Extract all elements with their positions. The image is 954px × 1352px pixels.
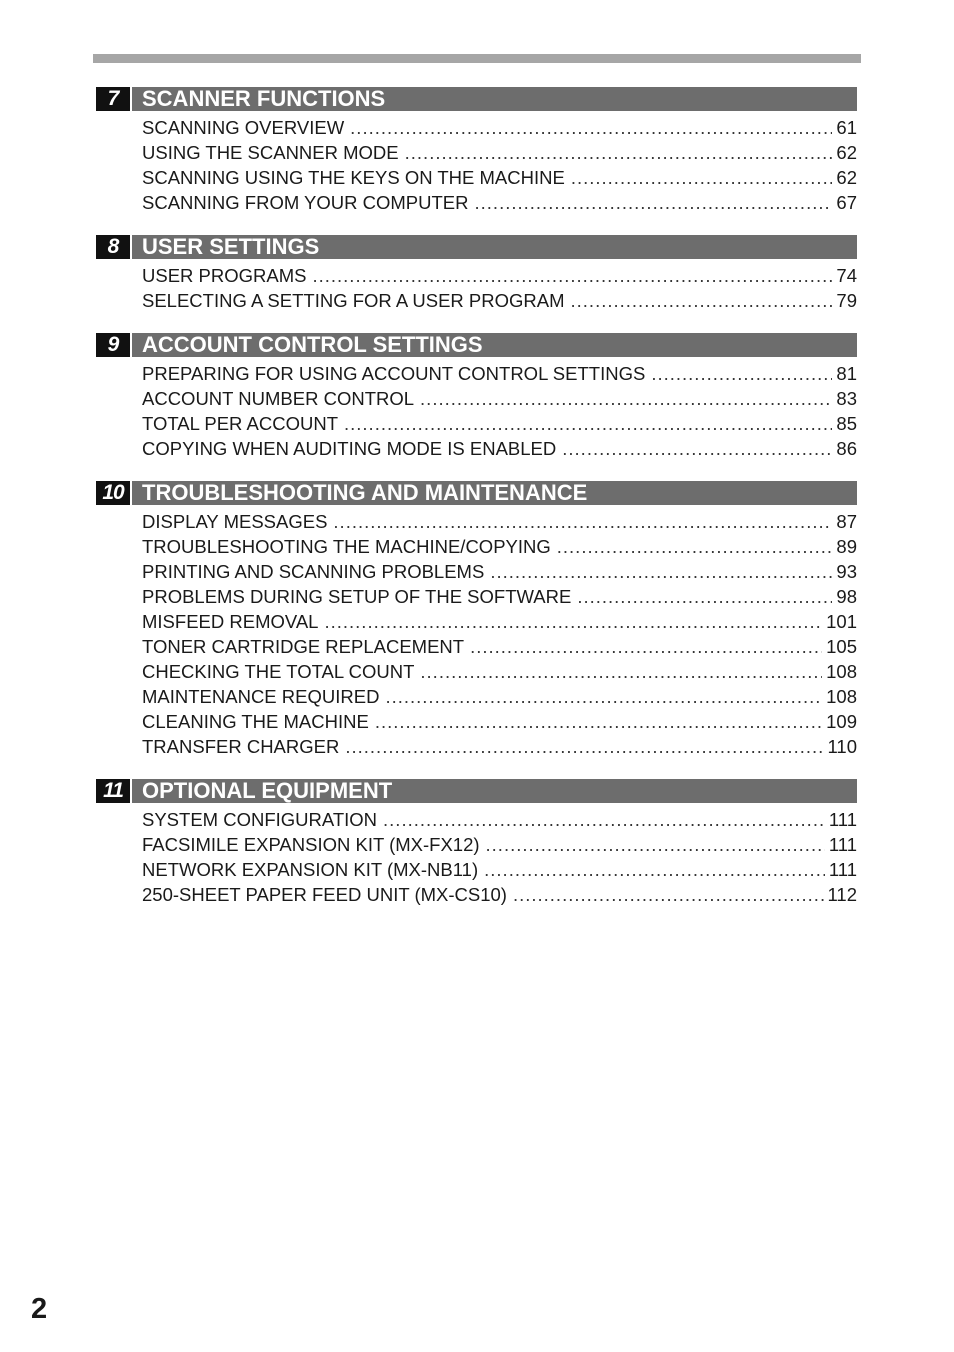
dot-leader (571, 288, 833, 313)
dot-leader (475, 190, 833, 215)
entry-title: TONER CARTRIDGE REPLACEMENT (142, 636, 465, 657)
entry-page-number: 98 (836, 586, 857, 607)
entry-page-number: 89 (836, 536, 857, 557)
dot-leader (490, 559, 832, 584)
entry-page-number: 61 (836, 117, 857, 138)
table-of-contents (96, 87, 857, 927)
toc-section (96, 87, 857, 215)
toc-section (96, 333, 857, 461)
entry-page-number: 85 (836, 413, 857, 434)
dot-leader (324, 609, 822, 634)
entry-page-number: 93 (836, 561, 857, 582)
toc-entry[interactable] (142, 140, 857, 165)
entry-title: SCANNING FROM YOUR COMPUTER (142, 192, 469, 213)
toc-entry[interactable] (142, 659, 857, 684)
dot-leader (375, 709, 822, 734)
entry-list (142, 505, 857, 759)
entry-title: USER PROGRAMS (142, 265, 307, 286)
toc-entry[interactable] (142, 509, 857, 534)
entry-page-number: 62 (836, 142, 857, 163)
entry-page-number: 111 (828, 834, 857, 855)
toc-entry[interactable] (142, 832, 857, 857)
section-header (96, 87, 857, 111)
toc-entry[interactable] (142, 684, 857, 709)
section-header (96, 779, 857, 803)
entry-page-number: 112 (827, 884, 857, 905)
section-header (96, 481, 857, 505)
entry-page-number: 110 (827, 736, 857, 757)
dot-leader (571, 165, 833, 190)
toc-entry[interactable] (142, 609, 857, 634)
entry-title: PREPARING FOR USING ACCOUNT CONTROL SETTINGS (142, 363, 646, 384)
entry-title: TROUBLESHOOTING THE MACHINE/COPYING (142, 536, 551, 557)
dot-leader (577, 584, 832, 609)
section-title: OPTIONAL EQUIPMENT (132, 779, 857, 803)
entry-page-number: 111 (828, 859, 857, 880)
entry-title: MISFEED REMOVAL (142, 611, 319, 632)
entry-page-number: 74 (836, 265, 857, 286)
entry-page-number: 109 (826, 711, 857, 732)
dot-leader (385, 684, 822, 709)
entry-title: MAINTENANCE REQUIRED (142, 686, 380, 707)
entry-title: PRINTING AND SCANNING PROBLEMS (142, 561, 485, 582)
toc-entry[interactable] (142, 165, 857, 190)
entry-title: DISPLAY MESSAGES (142, 511, 328, 532)
dot-leader (383, 807, 825, 832)
toc-entry[interactable] (142, 857, 857, 882)
toc-entry[interactable] (142, 263, 857, 288)
toc-section (96, 481, 857, 759)
dot-leader (405, 140, 833, 165)
entry-title: FACSIMILE EXPANSION KIT (MX-FX12) (142, 834, 480, 855)
toc-entry[interactable] (142, 190, 857, 215)
section-header (96, 333, 857, 357)
section-number: 10 (96, 481, 130, 505)
dot-leader (562, 436, 832, 461)
entry-title: PROBLEMS DURING SETUP OF THE SOFTWARE (142, 586, 572, 607)
entry-list (142, 259, 857, 313)
section-title: USER SETTINGS (132, 235, 857, 259)
entry-page-number: 108 (826, 686, 857, 707)
entry-page-number: 86 (836, 438, 857, 459)
entry-page-number: 111 (828, 809, 857, 830)
entry-page-number: 105 (826, 636, 857, 657)
dot-leader (651, 361, 832, 386)
section-number: 11 (96, 779, 130, 803)
toc-entry[interactable] (142, 807, 857, 832)
dot-leader (350, 115, 832, 140)
toc-entry[interactable] (142, 436, 857, 461)
dot-leader (420, 386, 832, 411)
toc-entry[interactable] (142, 288, 857, 313)
entry-title: NETWORK EXPANSION KIT (MX-NB11) (142, 859, 479, 880)
dot-leader (333, 509, 832, 534)
section-number: 7 (96, 87, 130, 111)
section-header (96, 235, 857, 259)
toc-entry[interactable] (142, 734, 857, 759)
entry-title: SYSTEM CONFIGURATION (142, 809, 378, 830)
dot-leader (420, 659, 822, 684)
section-number: 9 (96, 333, 130, 357)
toc-entry[interactable] (142, 709, 857, 734)
dot-leader (345, 734, 823, 759)
entry-title: CLEANING THE MACHINE (142, 711, 369, 732)
toc-entry[interactable] (142, 411, 857, 436)
entry-list (142, 357, 857, 461)
entry-list (142, 803, 857, 907)
entry-page-number: 87 (836, 511, 857, 532)
toc-section (96, 235, 857, 313)
entry-page-number: 108 (826, 661, 857, 682)
entry-title: SELECTING A SETTING FOR A USER PROGRAM (142, 290, 565, 311)
entry-page-number: 101 (826, 611, 857, 632)
entry-title: COPYING WHEN AUDITING MODE IS ENABLED (142, 438, 557, 459)
entry-title: TRANSFER CHARGER (142, 736, 340, 757)
toc-entry[interactable] (142, 559, 857, 584)
section-title: TROUBLESHOOTING AND MAINTENANCE (132, 481, 857, 505)
entry-title: SCANNING OVERVIEW (142, 117, 345, 138)
section-number: 8 (96, 235, 130, 259)
entry-page-number: 79 (836, 290, 857, 311)
toc-entry[interactable] (142, 386, 857, 411)
entry-page-number: 67 (836, 192, 857, 213)
top-rule (93, 54, 861, 63)
entry-list (142, 111, 857, 215)
entry-title: 250-SHEET PAPER FEED UNIT (MX-CS10) (142, 884, 507, 905)
dot-leader (344, 411, 832, 436)
entry-page-number: 62 (836, 167, 857, 188)
page-number: 2 (31, 1293, 48, 1325)
dot-leader (470, 634, 822, 659)
dot-leader (312, 263, 832, 288)
entry-title: ACCOUNT NUMBER CONTROL (142, 388, 415, 409)
toc-entry[interactable] (142, 361, 857, 386)
toc-entry[interactable] (142, 534, 857, 559)
entry-page-number: 81 (836, 363, 857, 384)
dot-leader (486, 832, 825, 857)
toc-entry[interactable] (142, 584, 857, 609)
dot-leader (557, 534, 833, 559)
toc-entry[interactable] (142, 115, 857, 140)
entry-title: TOTAL PER ACCOUNT (142, 413, 338, 434)
section-title: SCANNER FUNCTIONS (132, 87, 857, 111)
toc-entry[interactable] (142, 634, 857, 659)
toc-entry[interactable] (142, 882, 857, 907)
entry-page-number: 83 (836, 388, 857, 409)
dot-leader (484, 857, 825, 882)
toc-section (96, 779, 857, 907)
entry-title: CHECKING THE TOTAL COUNT (142, 661, 415, 682)
section-title: ACCOUNT CONTROL SETTINGS (132, 333, 857, 357)
entry-title: USING THE SCANNER MODE (142, 142, 399, 163)
entry-title: SCANNING USING THE KEYS ON THE MACHINE (142, 167, 565, 188)
dot-leader (513, 882, 824, 907)
